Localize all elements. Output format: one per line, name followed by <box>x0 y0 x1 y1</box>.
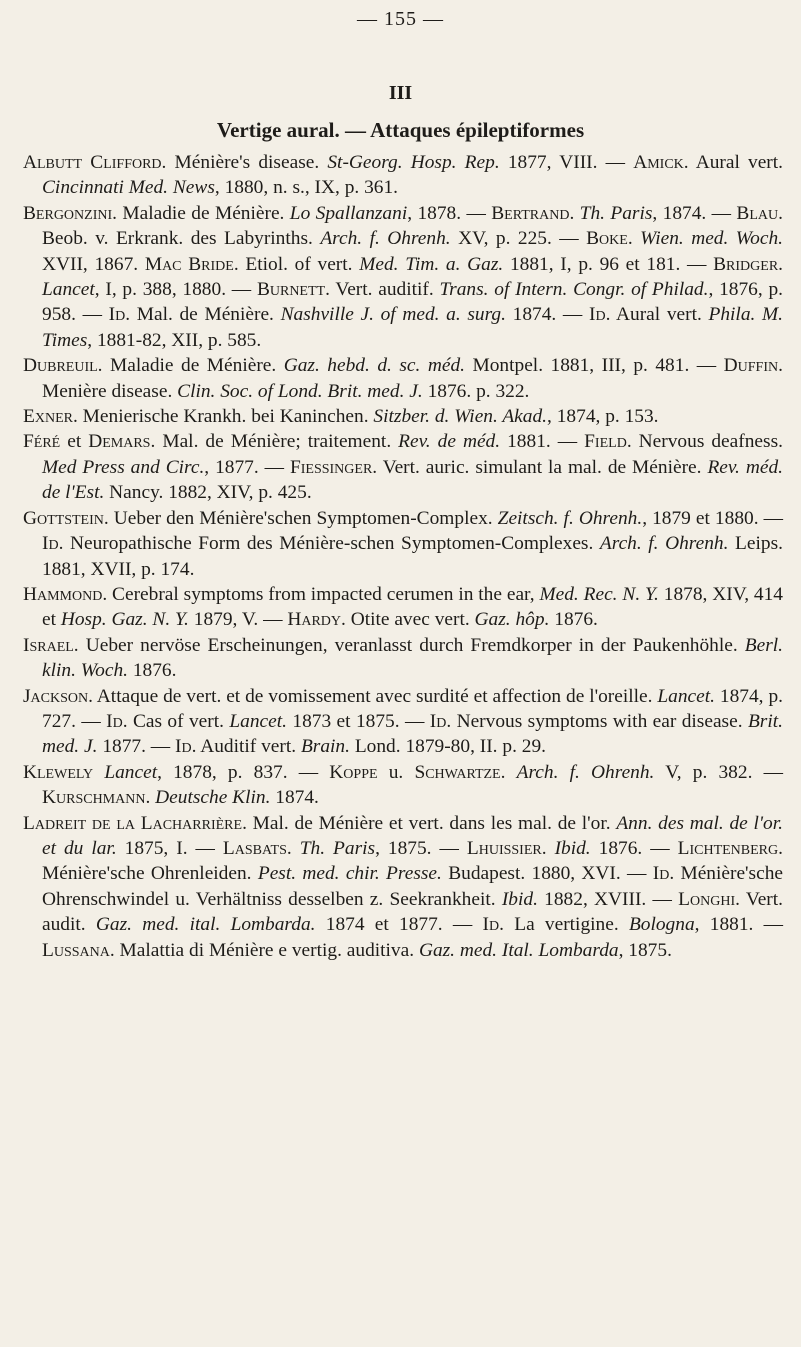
entry-text: , 1876, p. 958. — <box>42 279 784 326</box>
entry-text: . Cerebral symptoms from impacted cerumen in the ear, <box>102 583 540 605</box>
journal-title: Gaz. hebd. d. sc. méd. <box>283 355 465 377</box>
entry-text: . <box>778 253 784 275</box>
journal-title: Ibid. <box>554 837 591 859</box>
bibliography-entry <box>23 201 783 353</box>
entry-text: 1874, p. 727. — <box>42 685 783 732</box>
entry-text: 1877. — <box>97 736 176 758</box>
author-name: Gottstein <box>23 507 104 529</box>
journal-title: Lancet. <box>229 710 287 732</box>
entry-text: 1876. — <box>590 837 678 859</box>
journal-title: Arch. f. Ohrenh. <box>516 761 655 783</box>
journal-title: Ann. des mal. de l'or. et du lar. <box>42 812 783 859</box>
entry-text: . Ménière'sche Ohrenleiden. <box>42 837 783 885</box>
entry-text: . La vertigine. <box>499 914 629 936</box>
author-name: Bertrand <box>491 202 570 224</box>
entry-text: . <box>500 761 517 783</box>
journal-title: Arch. f. Ohrenh. <box>320 228 451 250</box>
entry-text: . Etiol. of vert. <box>233 253 360 275</box>
author-name: Id <box>42 533 59 555</box>
section-number: III <box>388 82 413 104</box>
entry-text: . Menière disease. <box>42 355 783 402</box>
author-name: Koppe <box>329 761 378 783</box>
journal-title: Th. Paris <box>299 837 376 859</box>
entry-text: . <box>286 837 300 859</box>
journal-title: Zeitsch. f. Ohrenh. <box>497 507 643 529</box>
journal-title: Trans. of Intern. Congr. of Philad. <box>439 279 709 301</box>
entry-text: . <box>627 228 641 250</box>
entry-text: . Malattia di Ménière e vertig. auditiva. <box>109 939 419 961</box>
entry-text: 1874 et 1877. — <box>315 914 483 936</box>
journal-title: Lo Spallanzani <box>289 202 408 224</box>
bibliography-entry <box>23 506 783 582</box>
entry-text: 1876. <box>549 609 598 631</box>
author-name: Duffin <box>723 355 779 377</box>
entry-text: 1875, I. — <box>116 837 223 859</box>
entry-text: V, p. 382. — <box>654 761 783 783</box>
entry-text: . Attaque de vert. et de vomissement avec surdité et affection de l'oreille. <box>88 685 658 707</box>
entry-text: Lond. 1879-80, II. p. 29. <box>349 736 547 758</box>
author-name: Lichtenberg <box>677 837 779 859</box>
section-title: Vertige aural. — Attaques épileptiformes <box>216 118 585 142</box>
entry-text: . Nervous symptoms with ear disease. <box>446 710 748 732</box>
author-name: Ladreit de la Lacharrière <box>23 812 243 834</box>
author-name: Mac Bride <box>144 253 234 275</box>
entry-text: , 1879 et 1880. — <box>642 507 783 529</box>
bibliography-entry <box>23 582 783 633</box>
journal-title: Phila. M. Times <box>42 304 784 351</box>
journal-title: Nashville J. of med. a. surg. <box>280 304 506 326</box>
entry-text: , 1880, n. s., IX, p. 361. <box>214 177 399 199</box>
entry-text: 1881. — <box>500 431 585 453</box>
bibliography-entry <box>23 353 783 404</box>
entry-text: 1879, V. — <box>188 609 288 631</box>
author-name: Id <box>652 863 670 885</box>
bibliography-entry <box>23 429 783 505</box>
entry-text: 1881, I, p. 96 et 181. — <box>503 253 714 275</box>
entry-text: . Aural vert. <box>605 304 709 326</box>
author-name: Jackson <box>23 685 89 707</box>
entry-text: 1874. — <box>505 304 589 326</box>
journal-title: Bologna <box>628 914 695 936</box>
journal-title: Gaz. hôp. <box>474 609 550 631</box>
bibliography-entry <box>23 150 783 201</box>
entry-text: . Ueber nervöse Erscheinungen, veranlasst durch Fremdkorper in der Paukenhöhle. <box>73 634 745 656</box>
journal-title: Lancet. <box>657 685 715 707</box>
entry-text: Leips. 1881, XVII, p. 174. <box>42 533 783 580</box>
entry-text: 1874. <box>270 787 319 809</box>
journal-title: Lancet <box>104 761 158 783</box>
bibliography-entry <box>23 811 783 963</box>
journal-title: Gaz. med. Ital. Lombarda <box>418 939 619 961</box>
entry-text: Nancy. 1882, XIV, p. 425. <box>104 482 312 504</box>
author-name: Id <box>482 914 500 936</box>
author-name: Klewely <box>23 761 94 783</box>
author-name: Lhuissier <box>466 837 542 859</box>
author-name: Bergonzini <box>23 202 113 224</box>
author-name: Kurschmann <box>42 787 146 809</box>
author-name: Lussana <box>42 939 110 961</box>
entry-text: , 1875. — <box>375 837 467 859</box>
entry-text: , I, p. 388, 1880. — <box>94 279 257 301</box>
entry-text: 1877, VIII. — <box>499 152 634 173</box>
entry-text: . Ueber den Ménière'schen Symptomen-Complex. <box>103 507 498 529</box>
journal-title: Clin. Soc. of Lond. Brit. med. J. <box>177 380 423 402</box>
bibliography-entry <box>23 684 783 760</box>
journal-title: Brit. med. J. <box>42 710 783 758</box>
entry-text: . <box>569 202 580 224</box>
journal-title: Berl. klin. Woch. <box>42 634 783 682</box>
journal-title: Cincinnati Med. News <box>42 177 215 199</box>
entry-text: , 1874, p. 153. <box>547 406 659 428</box>
entry-text: , 1881-82, XII, p. 585. <box>87 329 262 351</box>
author-name: Amick <box>633 152 684 173</box>
entry-text: . Mal. de Ménière; traitement. <box>150 431 399 453</box>
bibliography-entry <box>23 633 783 684</box>
author-name: Dubreuil <box>23 355 98 377</box>
entry-text: 1876. p. 322. <box>422 380 530 402</box>
entry-text: et <box>60 431 89 453</box>
author-name: Burnett <box>256 279 326 301</box>
author-name: Field <box>584 431 627 453</box>
entry-text: . Otite avec vert. <box>341 609 475 631</box>
entry-text: . Vert. audit. <box>42 888 784 936</box>
journal-title: Med. Tim. a. Gaz. <box>359 253 504 275</box>
entry-text: 1878, XIV, 414 et <box>42 583 783 631</box>
entry-text: . <box>541 837 555 859</box>
bibliography-entry <box>23 760 783 811</box>
author-name: Israel <box>23 634 74 656</box>
author-name: Exner <box>23 406 73 428</box>
entry-text: . Nervous deafness. <box>626 431 783 453</box>
journal-title: Pest. med. chir. Presse. <box>257 863 442 885</box>
entry-text: . Beob. v. Erkrank. des Labyrinths. <box>42 202 783 250</box>
journal-title: Th. Paris <box>579 202 653 224</box>
journal-title: Sitzber. d. Wien. Akad. <box>373 406 548 428</box>
author-name: Hammond <box>23 583 103 605</box>
entry-text: Budapest. 1880, XVI. — <box>441 863 653 885</box>
journal-title: Med Press and Circ. <box>42 456 205 478</box>
author-name: Id <box>589 304 606 326</box>
entry-text: . Vert. auric. simulant la mal. de Ménière. <box>372 456 708 478</box>
author-name: Schwartze <box>414 761 501 783</box>
author-name: Hardy <box>287 609 342 631</box>
bibliography-entry <box>23 404 783 429</box>
author-name: Lasbats <box>222 837 287 859</box>
entry-text: . Ménière'sche Ohrenschwindel u. Verhältniss desselben z. Seekrankheit. <box>42 863 784 910</box>
bibliography <box>23 150 783 963</box>
journal-title: Ibid. <box>501 888 538 910</box>
author-name: Féré <box>23 431 61 453</box>
entry-text: 1873 et 1875. — <box>286 710 430 732</box>
journal-title: Rev. méd. de l'Est. <box>42 456 783 504</box>
entry-text: . Mal. de Ménière. <box>125 304 281 326</box>
journal-title: Wien. med. Woch. <box>640 228 784 250</box>
journal-title: Lancet <box>42 279 95 301</box>
page-number: — 155 — <box>357 8 444 30</box>
entry-text: Montpel. 1881, III, p. 481. — <box>465 355 724 377</box>
author-name: Longhi <box>678 888 736 910</box>
entry-text: . Auditif vert. <box>191 736 301 758</box>
entry-text: 1876. <box>128 660 177 682</box>
entry-text: XVII, 1867. <box>42 253 145 275</box>
entry-text: , 1874. — <box>652 202 737 224</box>
entry-text: , 1877. — <box>204 456 290 478</box>
author-name: Albutt Clifford <box>23 152 162 173</box>
entry-text: . Mal. de Ménière et vert. dans les mal. de l'or. <box>242 812 617 834</box>
entry-text: 1882, XVIII. — <box>537 888 679 910</box>
entry-text: . Maladie de Ménière. <box>112 202 290 224</box>
entry-text: . Neuropathische Form des Ménière-schen Symptomen-Complexes. <box>58 533 600 555</box>
entry-text: . Menierische Krankh. bei Kaninchen. <box>72 406 374 428</box>
entry-text: , 1875. <box>618 939 672 961</box>
entry-text: . Ménière's disease. <box>161 152 328 173</box>
entry-text: u. <box>377 761 415 783</box>
entry-text: , 1878. — <box>407 202 492 224</box>
entry-text: XV, p. 225. — <box>450 228 587 250</box>
author-name: Demars <box>88 431 151 453</box>
journal-title: Brain. <box>300 736 350 758</box>
author-name: Boke <box>586 228 628 250</box>
author-name: Id <box>429 710 447 732</box>
entry-text: . Maladie de Ménière. <box>97 355 284 377</box>
author-name: Id <box>106 710 123 732</box>
entry-text: , 1878, p. 837. — <box>157 761 330 783</box>
entry-text: . Vert. auditif. <box>325 279 440 301</box>
journal-title: Gaz. med. ital. Lombarda. <box>95 914 316 936</box>
journal-title: Deutsche Klin. <box>155 787 271 809</box>
author-name: Blau <box>736 202 779 224</box>
author-name: Id <box>108 304 126 326</box>
author-name: Bridger <box>713 253 779 275</box>
entry-text <box>93 762 104 783</box>
journal-title: Med. Rec. N. Y. <box>539 583 659 605</box>
journal-title: Arch. f. Ohrenh. <box>599 533 729 555</box>
entry-text: , 1881. — <box>694 914 784 936</box>
entry-text: . Cas of vert. <box>122 710 230 732</box>
entry-text: . <box>145 787 156 809</box>
journal-title: Rev. de méd. <box>398 431 501 453</box>
author-name: Id <box>175 736 192 758</box>
entry-text: . Aural vert. <box>683 152 783 173</box>
journal-title: Hosp. Gaz. N. Y. <box>60 609 189 631</box>
journal-title: St-Georg. Hosp. Rep. <box>327 152 500 173</box>
author-name: Fiessinger <box>289 456 373 478</box>
